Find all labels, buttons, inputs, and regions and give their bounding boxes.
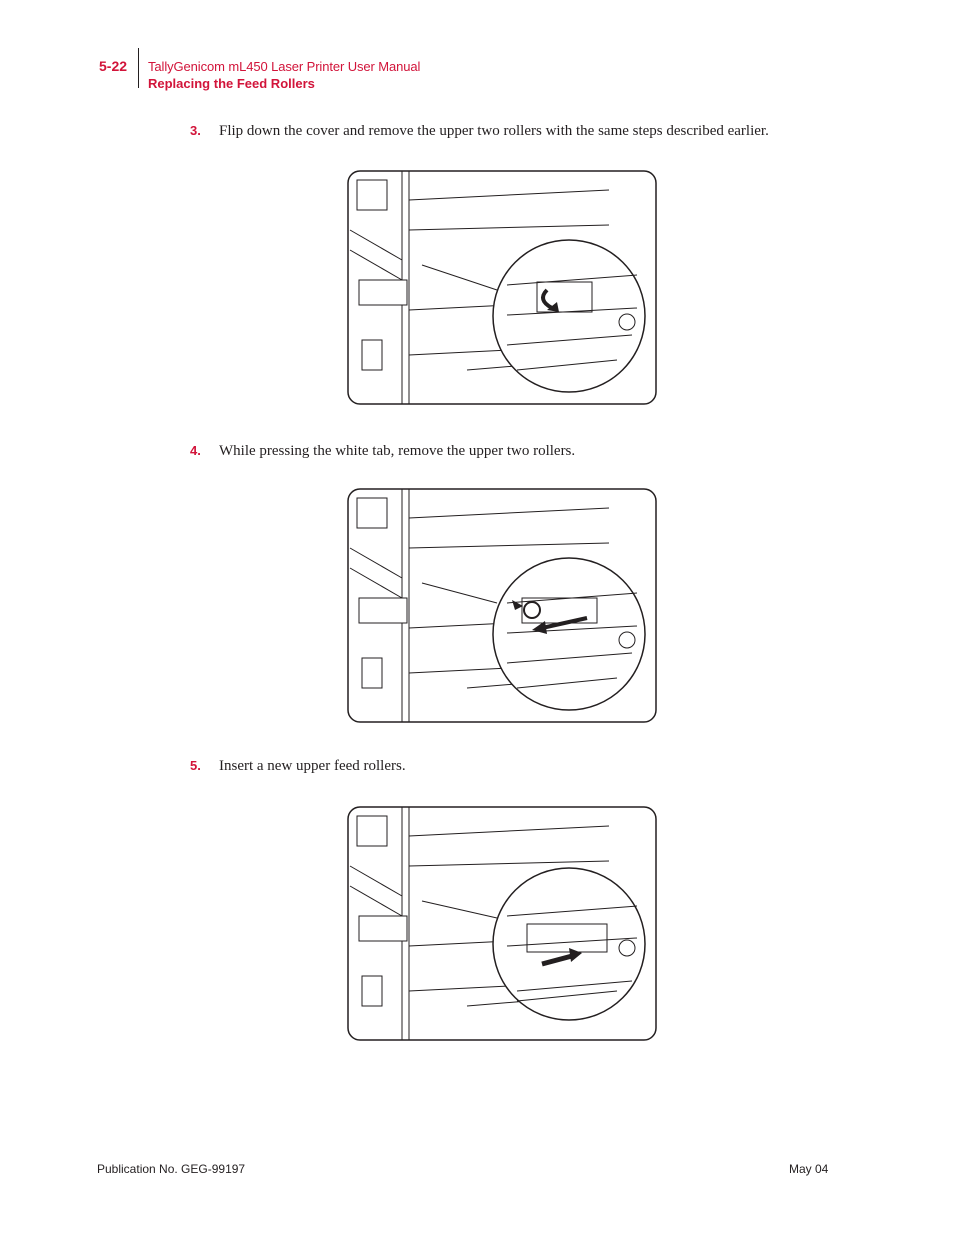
figure-insert-rollers — [347, 806, 657, 1041]
manual-title: TallyGenicom mL450 Laser Printer User Manual — [148, 59, 421, 74]
step-number: 5. — [190, 758, 201, 773]
publication-date: May 04 — [789, 1162, 829, 1176]
step-5 — [190, 758, 406, 775]
figure-flip-cover — [347, 170, 657, 405]
section-title: Replacing the Feed Rollers — [148, 76, 315, 91]
page-number: 5-22 — [99, 58, 128, 74]
step-text: Flip down the cover and remove the upper two rollers with the same steps described earlier. — [219, 123, 769, 139]
step-text: While pressing the white tab, remove the upper two rollers. — [219, 443, 576, 459]
step-3 — [190, 123, 769, 140]
step-text: Insert a new upper feed rollers. — [219, 758, 406, 774]
step-number: 4. — [190, 443, 201, 458]
header-divider — [138, 48, 139, 88]
publication-number: Publication No. GEG-99197 — [97, 1162, 246, 1176]
step-4 — [190, 443, 575, 460]
step-number: 3. — [190, 123, 201, 138]
figure-remove-rollers — [347, 488, 657, 723]
